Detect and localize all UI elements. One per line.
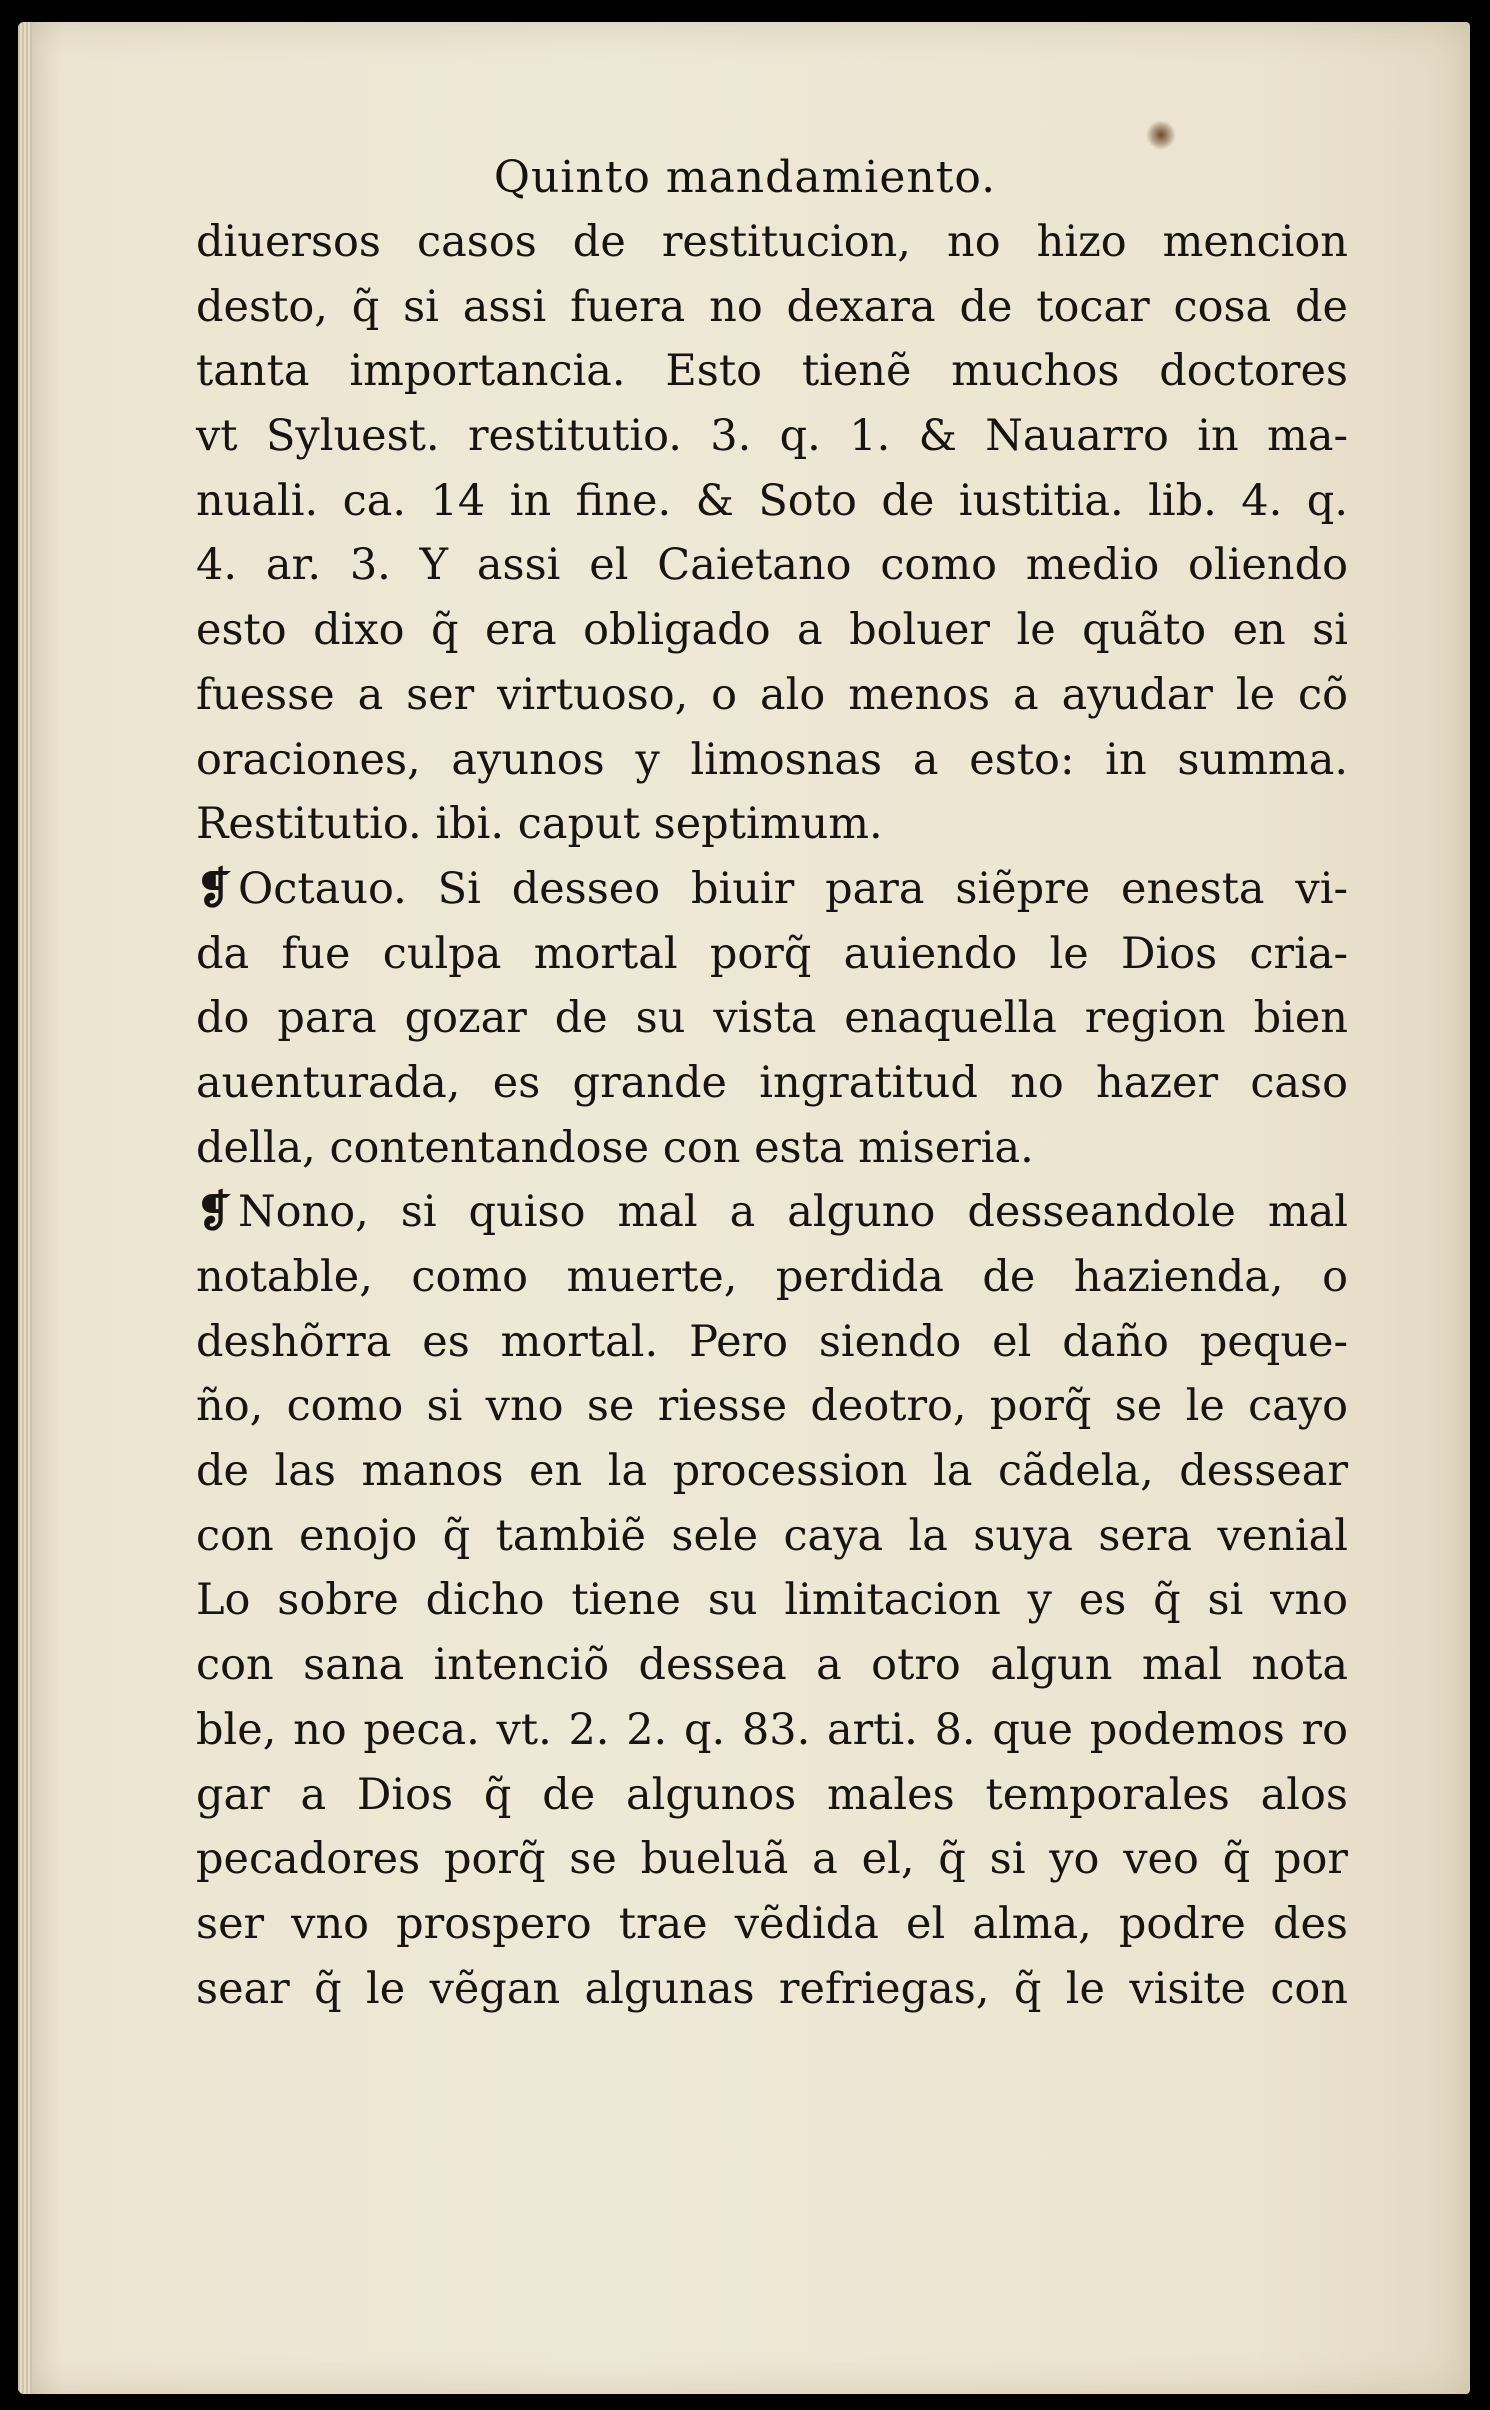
text-line: oraciones, ayunos y limosnas a esto: in summa. — [196, 734, 1348, 785]
page-edge — [18, 22, 32, 2394]
running-header: Quinto mandamiento. — [493, 152, 997, 203]
text-line: ño, como si vno se riesse deotro, porq̃ se le cayo — [196, 1381, 1348, 1432]
text-line — [196, 857, 1348, 922]
text-line: de las manos en la procession la cãdela, dessear — [196, 1446, 1348, 1497]
text-line: Restitutio. ibi. caput septimum. — [196, 799, 883, 850]
text-line: da fue culpa mortal porq̃ auiendo le Dios cria- — [196, 928, 1348, 979]
body-text — [196, 210, 1348, 2021]
pilcrow-icon: ❡ — [196, 863, 233, 914]
text-line-content: Octauo. Si desseo biuir para siẽpre enesta vi- — [238, 863, 1348, 914]
text-line-content: Nono, si quiso mal a alguno desseandole mal — [238, 1187, 1348, 1238]
text-line: deshõrra es mortal. Pero siendo el daño peque- — [196, 1316, 1348, 1367]
text-line — [196, 1180, 1348, 1245]
text-line: vt Syluest. restitutio. 3. q. 1. & Nauarro in ma- — [196, 411, 1348, 462]
text-line: della, contentandose con esta miseria. — [196, 1122, 1034, 1173]
text-line: do para gozar de su vista enaquella region bien — [196, 993, 1348, 1044]
text-line: Lo sobre dicho tiene su limitacion y es q̃ si vno — [196, 1575, 1348, 1626]
text-line: notable, como muerte, perdida de hazienda, o — [196, 1252, 1348, 1302]
pilcrow-icon: ❡ — [196, 1187, 233, 1238]
ink-stain — [1146, 120, 1176, 150]
text-line: esto dixo q̃ era obligado a boluer le quãto en si — [196, 605, 1348, 656]
text-line: tanta importancia. Esto tienẽ muchos doctores — [196, 346, 1348, 397]
text-line: desto, q̃ si assi fuera no dexara de tocar cosa de — [196, 281, 1348, 332]
text-line: 4. ar. 3. Y assi el Caietano como medio oliendo — [196, 540, 1348, 591]
text-line: con enojo q̃ tambiẽ sele caya la suya sera venial — [196, 1510, 1348, 1561]
text-line: sear q̃ le vẽgan algunas refriegas, q̃ le visite con — [196, 1963, 1348, 2014]
text-line: diuersos casos de restitucion, no hizo mencion — [196, 217, 1348, 267]
text-line: auenturada, es grande ingratitud no hazer caso — [196, 1057, 1348, 1108]
text-line: ser vno prospero trae vẽdida el alma, podre des — [196, 1898, 1348, 1949]
text-line: fuesse a ser virtuoso, o alo menos a ayudar le cõ — [196, 669, 1348, 720]
text-line: nuali. ca. 14 in fine. & Soto de iustitia. lib. 4. q. — [196, 475, 1348, 526]
text-line: ble, no peca. vt. 2. 2. q. 83. arti. 8. que podemos ro — [196, 1704, 1348, 1755]
text-line: pecadores porq̃ se bueluã a el, q̃ si yo veo q̃ por — [196, 1834, 1348, 1885]
text-line: con sana intenciõ dessea a otro algun mal nota — [196, 1640, 1348, 1691]
text-line: gar a Dios q̃ de algunos males temporales alos — [196, 1769, 1348, 1820]
